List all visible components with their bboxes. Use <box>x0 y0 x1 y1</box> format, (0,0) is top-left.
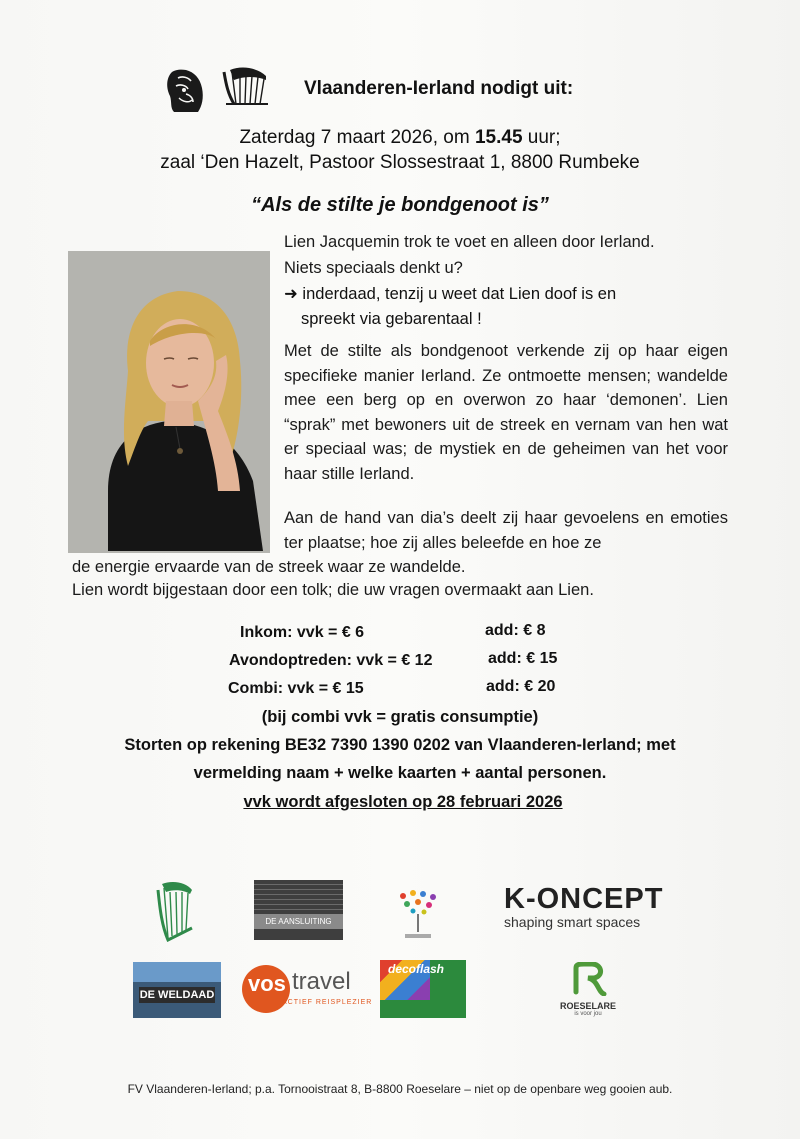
price-inkom-add: add: € 8 <box>485 622 546 639</box>
story-line-2: Niets speciaals denkt u? <box>284 259 463 277</box>
price-inkom-label: Inkom: vvk = € 6 <box>240 624 365 641</box>
event-time: 15.45 <box>474 127 523 148</box>
story-line-1: Lien Jacquemin trok te voet en alleen door Ierland. <box>284 233 655 251</box>
story-arrow-text-1: inderdaad, tenzij u weet dat Lien doof is en <box>302 285 617 303</box>
payment-line-1: Storten op rekening BE32 7390 1390 0202 van Vlaanderen-Ierland; met <box>124 736 676 754</box>
vos-travel-logo <box>242 965 373 1013</box>
celtic-face-logo-icon <box>164 68 206 114</box>
koncept-logo <box>504 884 684 930</box>
price-avond-label: Avondoptreden: vvk = € 12 <box>229 652 433 669</box>
vos-tagline: ACTIEF REISPLEZIER <box>282 999 373 1006</box>
combi-note: (bij combi vvk = gratis consumptie) <box>261 708 539 726</box>
story-paragraph-2: Met de stilte als bondgenoot verkende zij op haar eigen specifieke manier Ierland. Ze ontmoette mensen; wandelde mee een berg op en overwon zo haar ‘demonen’. Lien “sprak” met bewoners uit de streek en vernam van hen wat er speciaal was; de mystiek en de geheimen van het voor haar stille Ierland. <box>284 342 728 483</box>
koncept-name: K-ONCEPT <box>504 883 664 915</box>
koncept-tagline: shaping smart spaces <box>504 914 641 930</box>
event-date-line <box>0 127 800 149</box>
header-title: Vlaanderen-Ierland nodigt uit: <box>304 78 574 99</box>
decoflash-name: decoflash <box>388 962 445 976</box>
quote-title: “Als de stilte je bondgenoot is” <box>251 194 549 216</box>
story-paragraph-3b: de energie ervaarde van de streek waar ze wandelde. <box>72 558 466 576</box>
weldaad-logo-top <box>133 962 221 982</box>
price-combi-add: add: € 20 <box>486 678 556 695</box>
roeselare-logo <box>556 962 620 1022</box>
de-aansluiting-logo <box>254 880 343 940</box>
event-time-suffix: uur; <box>522 127 561 148</box>
header <box>160 66 760 116</box>
vos-word: vos <box>248 971 286 996</box>
price-combi-label: Combi: vvk = € 15 <box>228 680 364 697</box>
roeselare-tagline: is voor jou <box>574 1011 602 1017</box>
portrait-illustration <box>68 251 270 553</box>
lien-portrait-photo <box>68 251 270 553</box>
story-paragraph-3a: Aan de hand van dia’s deelt zij haar gevoelens en emoties ter plaatse; hoe zij alles beleefde en hoe ze <box>284 509 728 552</box>
aansluiting-logo-name: DE AANSLUITING <box>254 914 343 929</box>
footer-address: FV Vlaanderen-Ierland; p.a. Tornooistraat 8, B-8800 Roeselare – niet op de openbare weg gooien aub. <box>127 1082 673 1096</box>
de-weldaad-logo <box>133 962 221 1018</box>
weldaad-logo-name: DE WELDAAD <box>139 989 215 1001</box>
travel-word: travel <box>292 968 351 995</box>
story-arrow-line-1 <box>284 281 724 307</box>
price-avond-add: add: € 15 <box>488 650 558 667</box>
roeselare-r-icon <box>568 962 608 996</box>
aansluiting-logo-bars <box>254 880 343 914</box>
tree-dots-logo-icon <box>393 888 443 942</box>
story-paragraph-4: Lien wordt bijgestaan door een tolk; die uw vragen overmaakt aan Lien. <box>72 581 594 599</box>
payment-line-2: vermelding naam + welke kaarten + aantal personen. <box>193 764 607 782</box>
harp-logo-icon <box>222 66 270 106</box>
arrow-right-icon: ➜ <box>284 285 298 303</box>
story-arrow-text-2: spreekt via gebarentaal ! <box>301 310 482 328</box>
event-date: Zaterdag 7 maart 2026, om <box>239 127 475 148</box>
decoflash-logo <box>380 960 466 1018</box>
event-venue: zaal ‘Den Hazelt, Pastoor Slossestraat 1, 8800 Rumbeke <box>160 152 640 173</box>
roeselare-name: ROESELARE <box>559 1001 616 1011</box>
presale-deadline: vvk wordt afgesloten op 28 februari 2026 <box>243 793 563 811</box>
green-harp-logo-icon <box>156 880 196 942</box>
